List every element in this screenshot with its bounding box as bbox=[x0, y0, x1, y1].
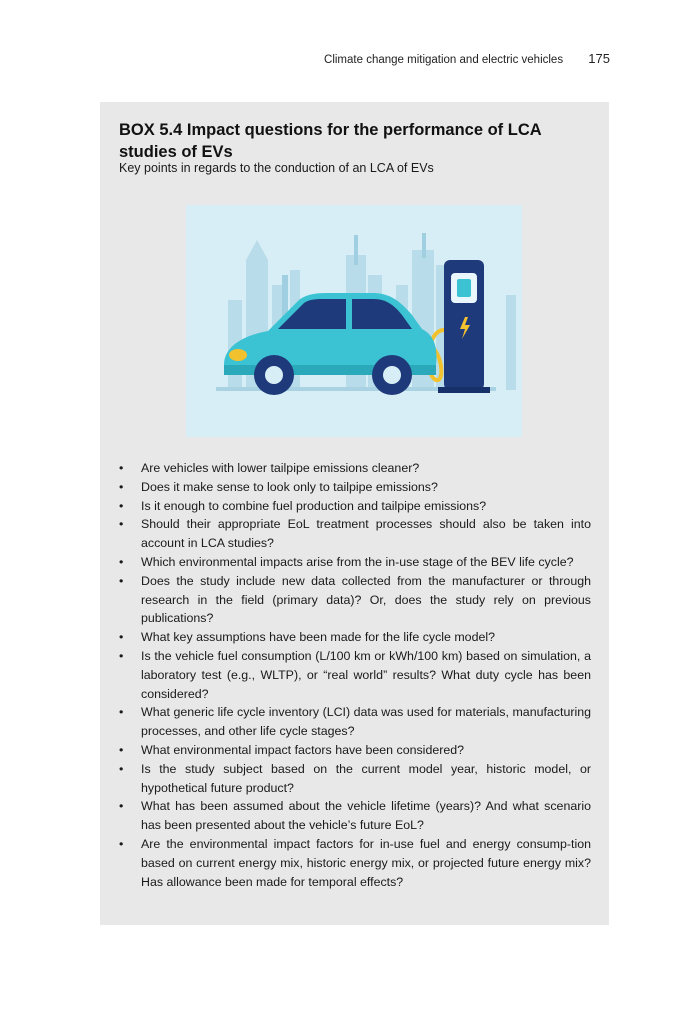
box-subtitle: Key points in regards to the conduction of an LCA of EVs bbox=[119, 161, 434, 175]
box-title: BOX 5.4 Impact questions for the performance of LCA studies of EVs bbox=[119, 121, 542, 161]
list-item: • What generic life cycle inventory (LCI) data was used for materials, manufacturing processes, and other life cycle stages? bbox=[119, 703, 591, 741]
list-item: • Is it enough to combine fuel production and tailpipe emissions? bbox=[119, 497, 591, 516]
list-item: • Does it make sense to look only to tailpipe emissions? bbox=[119, 478, 591, 497]
electric-car-charging-icon bbox=[186, 205, 522, 437]
list-item: • Is the study subject based on the current model year, historic model, or hypothetical future product? bbox=[119, 760, 591, 798]
list-item: • What environmental impact factors have been considered? bbox=[119, 741, 591, 760]
list-item: • Is the vehicle fuel consumption (L/100 km or kWh/100 km) based on simulation, a laboratory test (e.g., WLTP), or “real world” results? What duty cycle has been considered? bbox=[119, 647, 591, 703]
question-list bbox=[119, 459, 591, 891]
page-number: 175 bbox=[588, 51, 610, 66]
running-title: Climate change mitigation and electric vehicles bbox=[324, 54, 564, 66]
list-item: • What key assumptions have been made for the life cycle model? bbox=[119, 628, 591, 647]
list-item: • Are vehicles with lower tailpipe emissions cleaner? bbox=[119, 459, 591, 478]
running-head bbox=[0, 51, 610, 66]
list-item: • Does the study include new data collected from the manufacturer or through research in the field (primary data)? Or, does the study rely on previous publications? bbox=[119, 572, 591, 628]
list-item: • Are the environmental impact factors for in-use fuel and energy consump-tion based on current energy mix, historic energy mix, or projected future energy mix? Has allowance been made for temporal effects? bbox=[119, 835, 591, 891]
box-5-4 bbox=[100, 102, 609, 925]
list-item: • Should their appropriate EoL treatment processes should also be taken into account in LCA studies? bbox=[119, 515, 591, 553]
list-item: • Which environmental impacts arise from the in-use stage of the BEV life cycle? bbox=[119, 553, 591, 572]
list-item: • What has been assumed about the vehicle lifetime (years)? And what scenario has been presented about the vehicle’s future EoL? bbox=[119, 797, 591, 835]
